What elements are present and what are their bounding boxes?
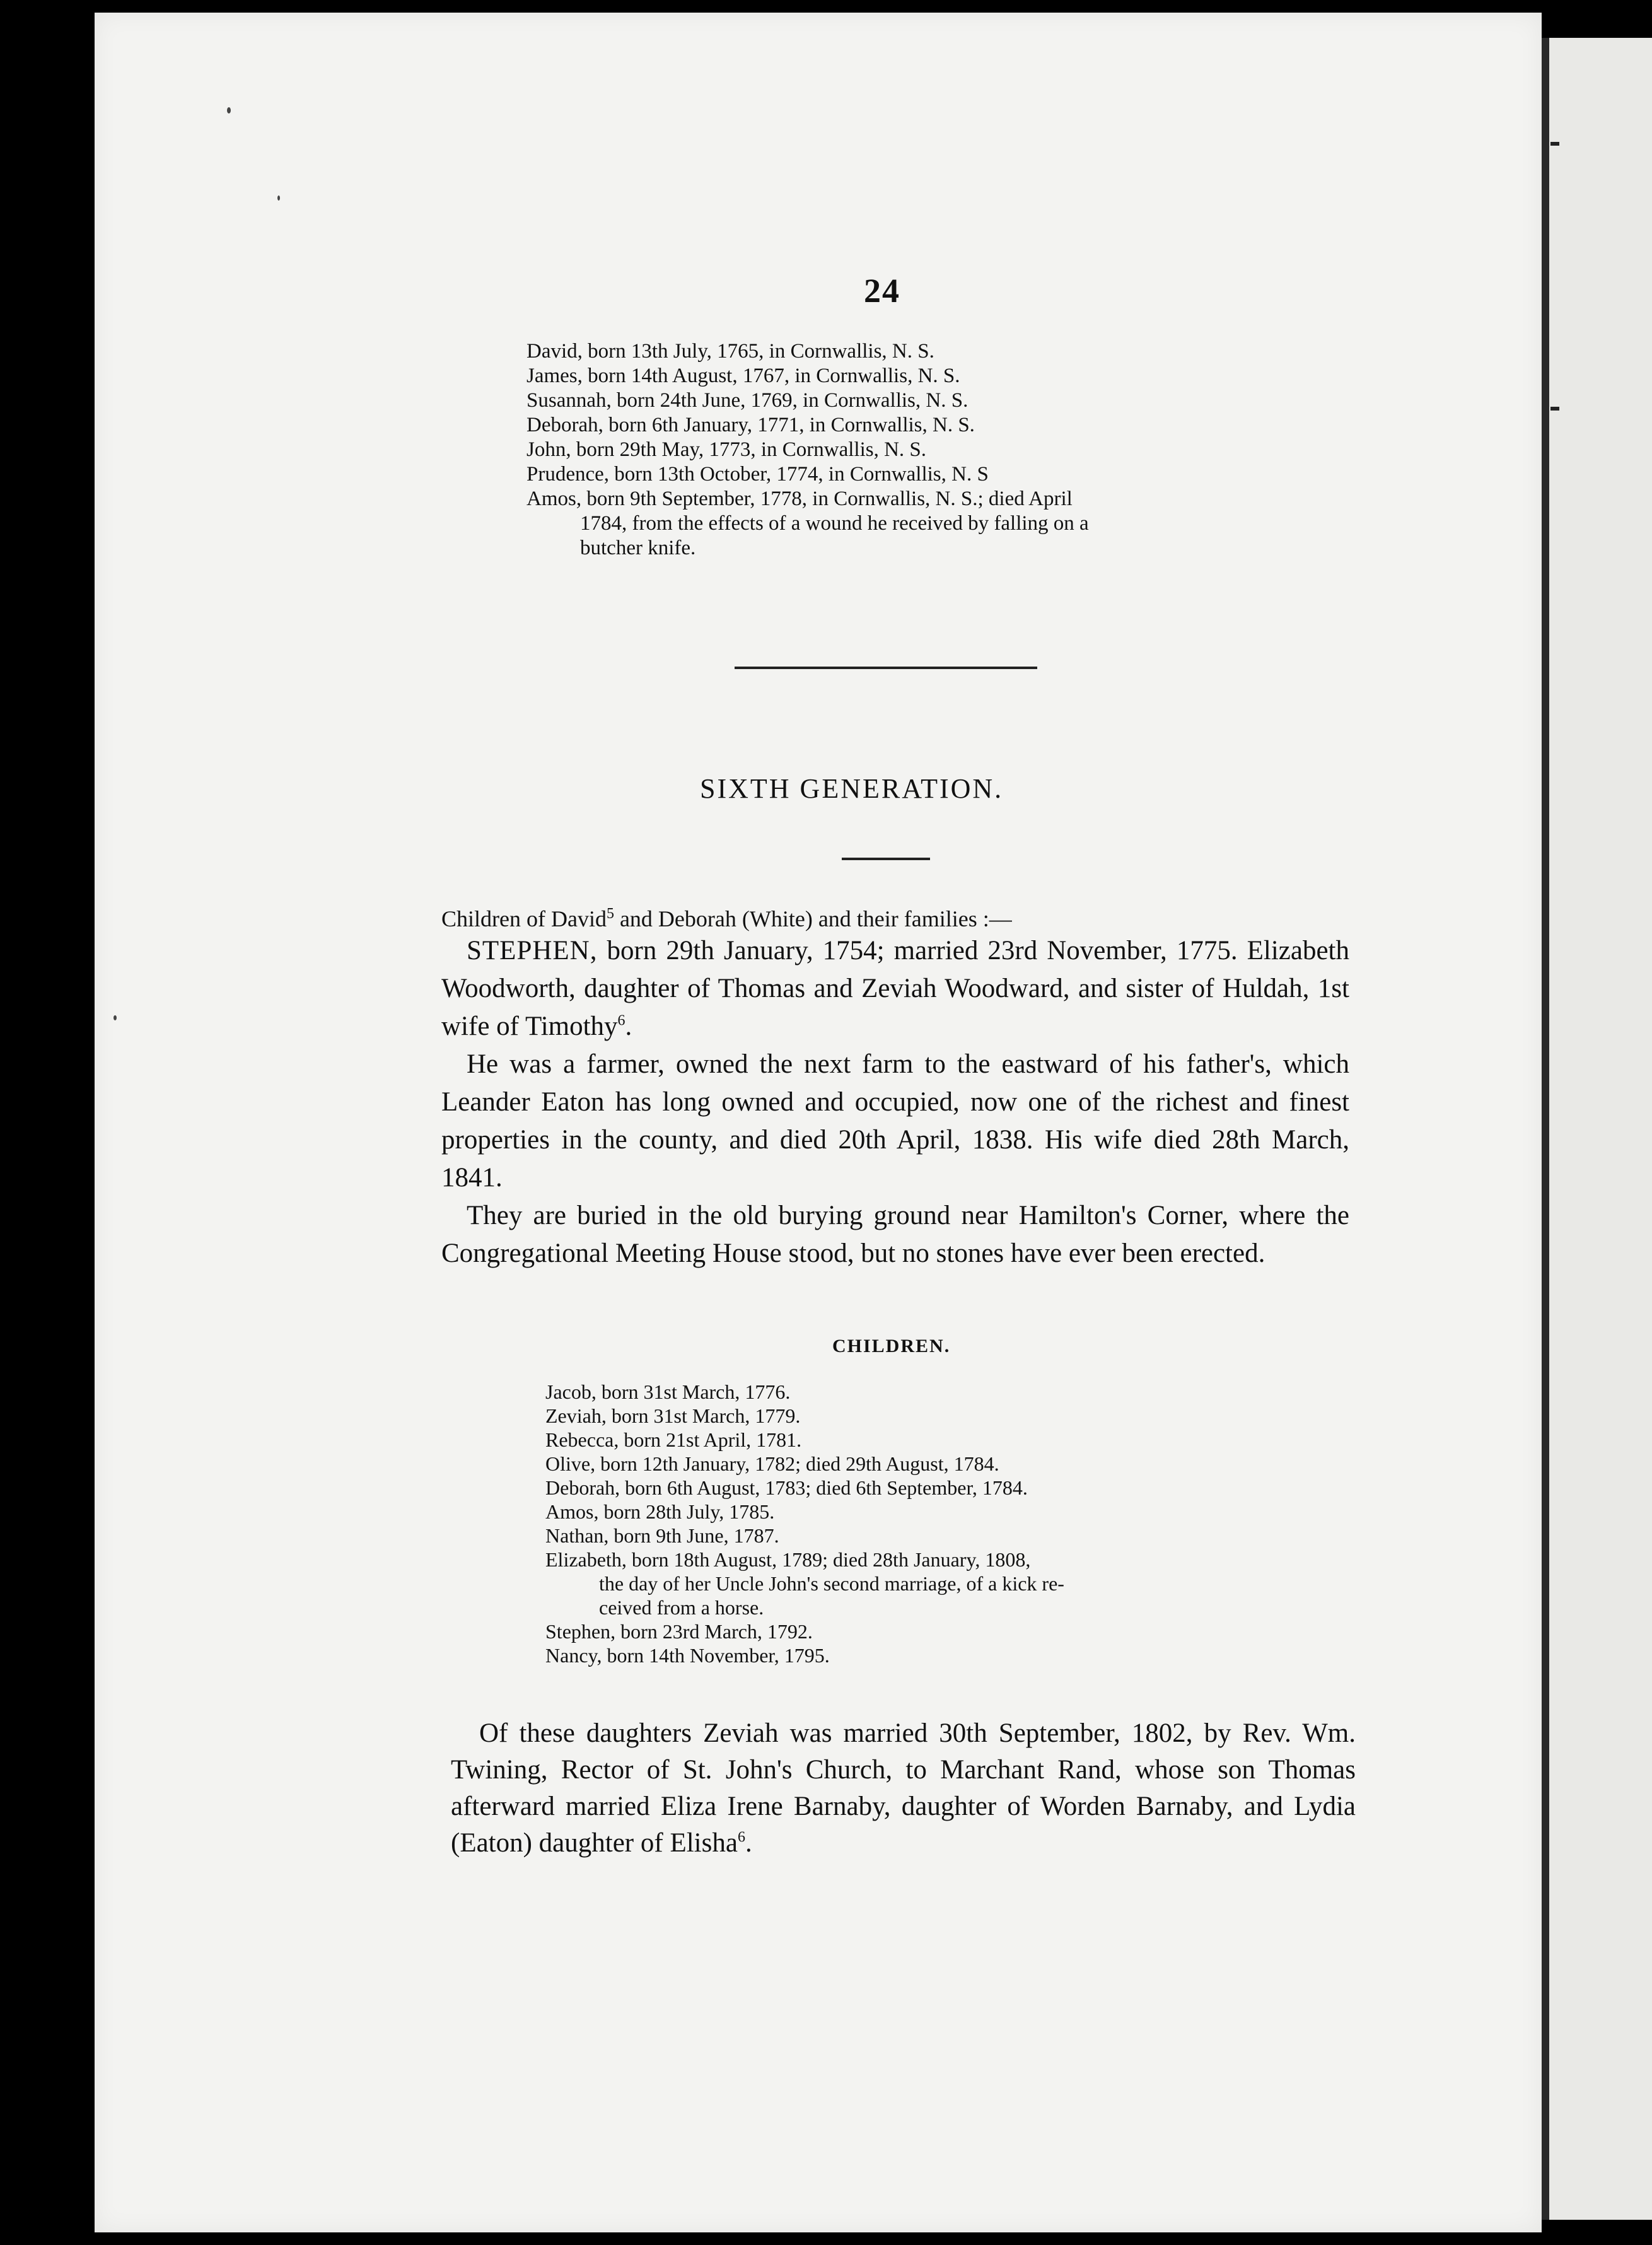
list-item: Olive, born 12th January, 1782; died 29th August, 1784. xyxy=(545,1452,999,1475)
david-children-list xyxy=(526,339,1277,561)
scan-speck xyxy=(277,195,280,201)
sliver-mark xyxy=(1550,142,1559,146)
page-number: 24 xyxy=(864,272,900,310)
list-item: Nathan, born 9th June, 1787. xyxy=(545,1524,779,1547)
list-item: Zeviah, born 31st March, 1779. xyxy=(545,1404,801,1427)
list-item: Prudence, born 13th October, 1774, in Cornwallis, N. S xyxy=(526,463,989,486)
list-item: David, born 13th July, 1765, in Cornwallis, N. S. xyxy=(526,340,934,363)
stephen-children-list xyxy=(545,1380,1277,1667)
generation-superscript: 6 xyxy=(737,1829,745,1846)
list-item-continuation: ceived from a horse. xyxy=(599,1596,764,1619)
list-item: Susannah, born 24th June, 1769, in Cornwallis, N. S. xyxy=(526,389,969,412)
list-item: Stephen, born 23rd March, 1792. xyxy=(545,1620,813,1643)
intro-text: Children of David xyxy=(441,906,607,931)
closing-paragraph-text xyxy=(451,1715,1356,1862)
list-item: Elizabeth, born 18th August, 1789; died 28th January, 1808, xyxy=(545,1548,1031,1571)
generation-heading: SIXTH GENERATION. xyxy=(700,773,1004,804)
paragraph-end: . xyxy=(745,1828,752,1858)
list-item: Amos, born 28th July, 1785. xyxy=(545,1500,775,1523)
person-name: STEPHEN, xyxy=(467,936,598,965)
stephen-paragraph-2: He was a farmer, owned the next farm to the eastward of his father's, which Leander Eaton has long owned and occupied, now one of the richest and finest properties in the county, and died 20th April, 1838. His wife died 28th March, 1841. xyxy=(441,1049,1349,1192)
list-item-continuation: the day of her Uncle John's second marriage, of a kick re- xyxy=(599,1572,1064,1595)
paragraph-text: born 29th January, 1754; married 23rd November, 1775. Elizabeth Woodworth, daughter of Thomas and Zeviah Woodward, and sister of Huldah, 1st wife of Timothy xyxy=(441,936,1349,1041)
heading-underline xyxy=(842,858,930,860)
list-item-continuation: butcher knife. xyxy=(580,537,696,559)
adjacent-page-sliver xyxy=(1549,38,1652,2220)
paragraph-end: . xyxy=(625,1012,632,1041)
list-item-continuation: 1784, from the effects of a wound he received by falling on a xyxy=(580,512,1089,535)
scan-border-left xyxy=(0,0,95,2245)
scan-speck xyxy=(113,1015,117,1020)
list-item: Amos, born 9th September, 1778, in Cornwallis, N. S.; died April xyxy=(526,487,1073,510)
generation-superscript: 6 xyxy=(617,1012,625,1029)
list-item: James, born 14th August, 1767, in Cornwallis, N. S. xyxy=(526,364,960,387)
scan-speck xyxy=(227,107,231,114)
page-gutter-edge xyxy=(1542,38,1549,2220)
list-item: Nancy, born 14th November, 1795. xyxy=(545,1644,830,1667)
sliver-mark xyxy=(1550,407,1559,411)
stephen-paragraph-1 xyxy=(441,932,1349,1046)
list-item: Deborah, born 6th January, 1771, in Cornwallis, N. S. xyxy=(526,414,975,436)
children-heading: CHILDREN. xyxy=(832,1336,951,1356)
list-item: Deborah, born 6th August, 1783; died 6th September, 1784. xyxy=(545,1476,1028,1499)
list-item: Jacob, born 31st March, 1776. xyxy=(545,1380,791,1403)
section-intro xyxy=(441,906,1012,932)
paragraph-text: Of these daughters Zeviah was married 30th September, 1802, by Rev. Wm. Twining, Rector of St. John's Church, to Marchant Rand, whose son Thomas afterward married Eliza Irene Barnaby, daughter of Worden Barnaby, and Lydia (Eaton) daughter of Elisha xyxy=(451,1718,1356,1858)
closing-paragraph xyxy=(451,1715,1356,1862)
stephen-entry xyxy=(441,932,1349,1273)
intro-text-rest: and Deborah (White) and their families :— xyxy=(614,906,1012,931)
generation-superscript: 5 xyxy=(606,906,614,922)
list-item: Rebecca, born 21st April, 1781. xyxy=(545,1428,802,1451)
section-divider xyxy=(735,667,1037,669)
stephen-paragraph-3: They are buried in the old burying ground near Hamilton's Corner, where the Congregational Meeting House stood, but no stones have ever been erected. xyxy=(441,1201,1349,1268)
list-item: John, born 29th May, 1773, in Cornwallis, N. S. xyxy=(526,438,927,461)
